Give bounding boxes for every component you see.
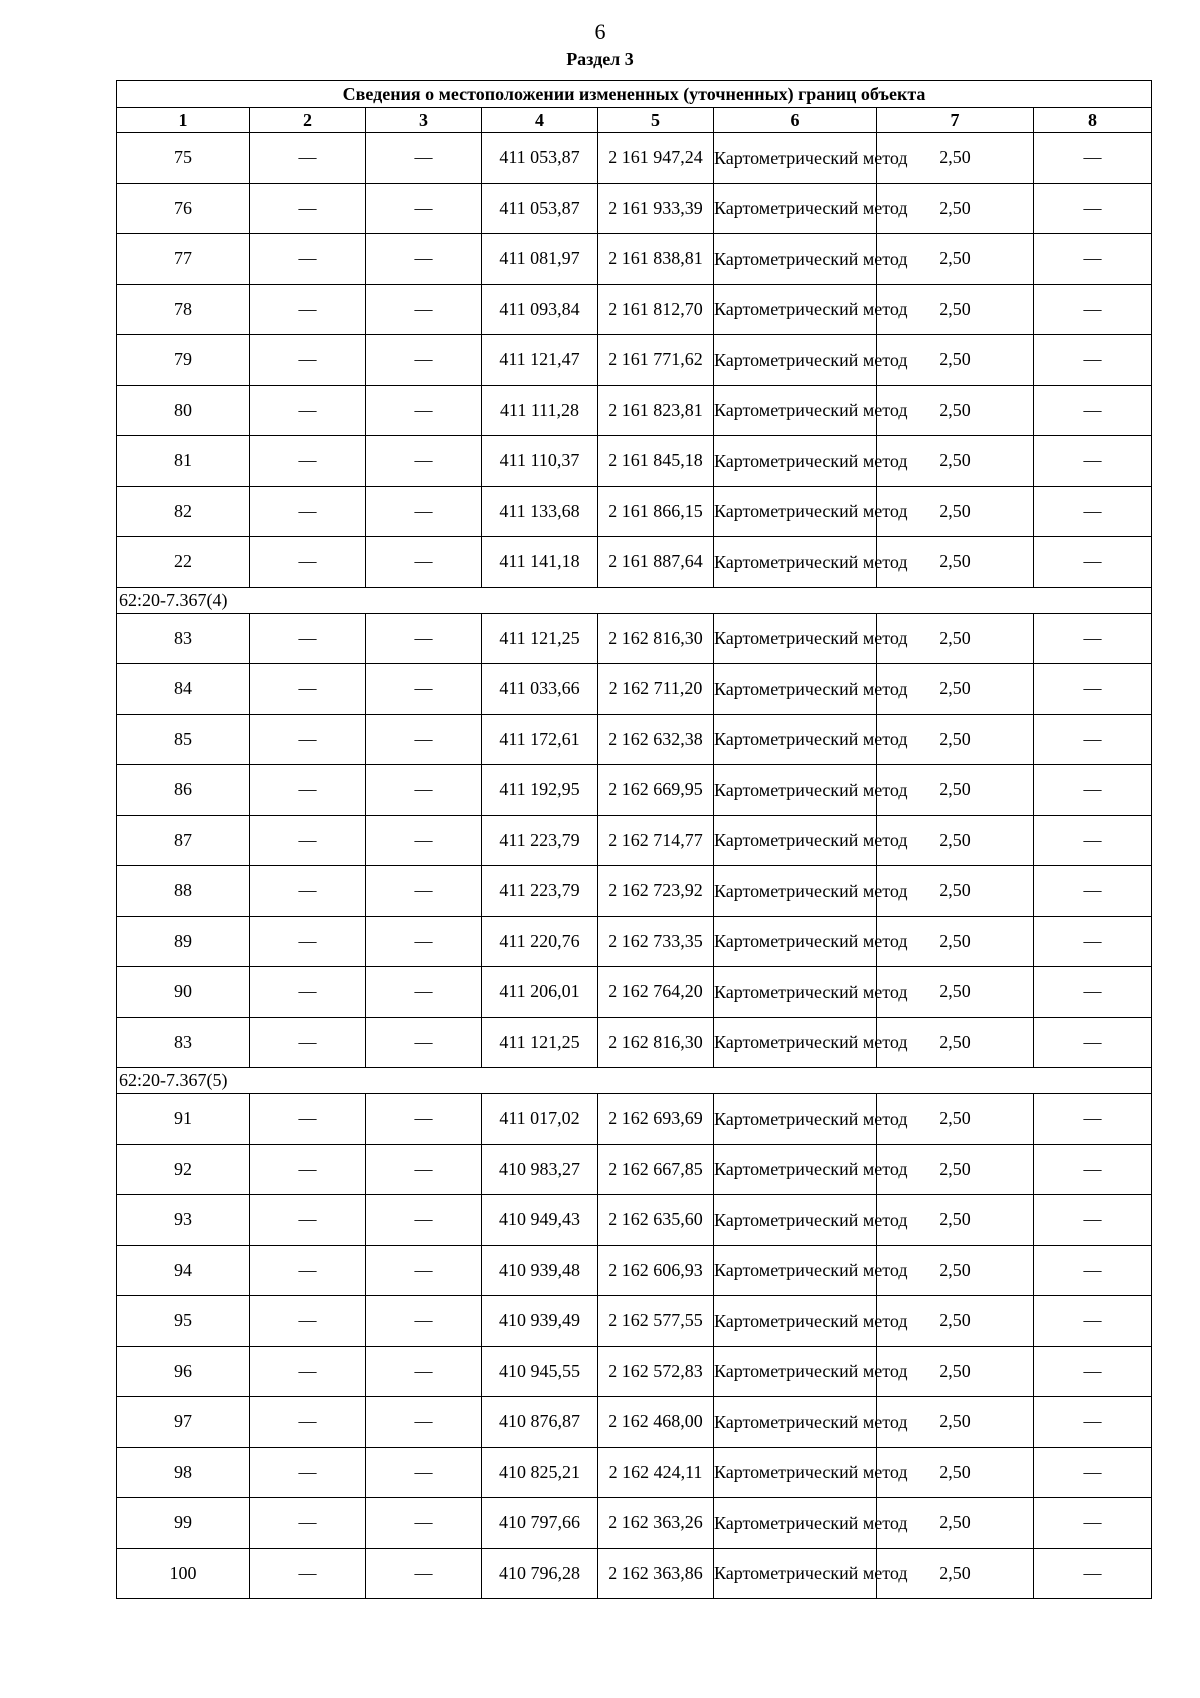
table-row	[117, 1017, 1152, 1068]
cell-col-5: 2 161 947,24	[598, 133, 714, 184]
cell-col-6: Картометрический метод	[714, 664, 877, 715]
cell-col-2: —	[250, 284, 366, 335]
cell-col-4: 411 121,47	[482, 335, 598, 386]
cell-col-7: 2,50	[877, 183, 1034, 234]
cell-col-4: 410 796,28	[482, 1548, 598, 1599]
cell-col-2: —	[250, 916, 366, 967]
cell-col-2: —	[250, 183, 366, 234]
cell-col-6: Картометрический метод	[714, 1447, 877, 1498]
cell-col-3: —	[366, 1017, 482, 1068]
page-number: 6	[594, 19, 606, 44]
cell-col-5: 2 161 845,18	[598, 436, 714, 487]
cell-col-7: 2,50	[877, 335, 1034, 386]
cell-col-4: 411 053,87	[482, 133, 598, 184]
cell-col-1: 92	[117, 1144, 250, 1195]
table-row	[117, 815, 1152, 866]
cell-col-5: 2 162 669,95	[598, 765, 714, 816]
table-row	[117, 613, 1152, 664]
cell-col-1: 22	[117, 537, 250, 588]
cell-col-6: Картометрический метод	[714, 234, 877, 285]
cell-col-6: Картометрический метод	[714, 866, 877, 917]
cell-col-6: Картометрический метод	[714, 1017, 877, 1068]
cell-col-2: —	[250, 1094, 366, 1145]
column-number-2: 2	[250, 108, 366, 133]
cell-col-1: 98	[117, 1447, 250, 1498]
cell-col-2: —	[250, 1346, 366, 1397]
cell-col-7: 2,50	[877, 284, 1034, 335]
cell-col-8: —	[1034, 385, 1152, 436]
cell-col-3: —	[366, 1094, 482, 1145]
cell-col-1: 80	[117, 385, 250, 436]
cell-col-6: Картометрический метод	[714, 815, 877, 866]
cell-col-8: —	[1034, 916, 1152, 967]
cell-col-4: 411 172,61	[482, 714, 598, 765]
cell-col-4: 411 111,28	[482, 385, 598, 436]
cell-col-6: Картометрический метод	[714, 486, 877, 537]
cell-col-8: —	[1034, 1245, 1152, 1296]
cell-col-6: Картометрический метод	[714, 916, 877, 967]
cell-col-7: 2,50	[877, 1447, 1034, 1498]
cell-col-7: 2,50	[877, 967, 1034, 1018]
table-row	[117, 1346, 1152, 1397]
cell-col-7: 2,50	[877, 385, 1034, 436]
cell-col-2: —	[250, 967, 366, 1018]
cell-col-1: 86	[117, 765, 250, 816]
table-row	[117, 436, 1152, 487]
cell-col-6: Картометрический метод	[714, 1245, 877, 1296]
cell-col-7: 2,50	[877, 613, 1034, 664]
cell-col-5: 2 162 606,93	[598, 1245, 714, 1296]
cell-col-1: 85	[117, 714, 250, 765]
table-row	[117, 183, 1152, 234]
cell-col-1: 76	[117, 183, 250, 234]
cell-col-4: 411 192,95	[482, 765, 598, 816]
cell-col-2: —	[250, 436, 366, 487]
cell-col-7: 2,50	[877, 916, 1034, 967]
cell-col-3: —	[366, 1397, 482, 1448]
cell-col-5: 2 162 816,30	[598, 613, 714, 664]
cell-col-6: Картометрический метод	[714, 436, 877, 487]
cell-col-5: 2 162 363,86	[598, 1548, 714, 1599]
cell-col-3: —	[366, 284, 482, 335]
cell-col-4: 411 223,79	[482, 815, 598, 866]
cell-col-1: 90	[117, 967, 250, 1018]
cell-col-8: —	[1034, 335, 1152, 386]
cell-col-2: —	[250, 866, 366, 917]
cell-col-2: —	[250, 1195, 366, 1246]
cell-col-7: 2,50	[877, 234, 1034, 285]
table-row	[117, 765, 1152, 816]
cell-col-7: 2,50	[877, 1397, 1034, 1448]
cell-col-7: 2,50	[877, 815, 1034, 866]
table-body	[117, 133, 1152, 1599]
cell-col-2: —	[250, 1296, 366, 1347]
cell-col-3: —	[366, 613, 482, 664]
cell-col-8: —	[1034, 664, 1152, 715]
cell-col-5: 2 161 812,70	[598, 284, 714, 335]
cell-col-5: 2 162 693,69	[598, 1094, 714, 1145]
cell-col-3: —	[366, 714, 482, 765]
cell-col-2: —	[250, 714, 366, 765]
column-number-6: 6	[714, 108, 877, 133]
cell-col-3: —	[366, 1245, 482, 1296]
cell-col-4: 411 223,79	[482, 866, 598, 917]
table-row	[117, 1245, 1152, 1296]
cell-col-4: 410 939,48	[482, 1245, 598, 1296]
table-row	[117, 284, 1152, 335]
table-row	[117, 1397, 1152, 1448]
cell-col-8: —	[1034, 284, 1152, 335]
cell-col-7: 2,50	[877, 1498, 1034, 1549]
cell-col-1: 78	[117, 284, 250, 335]
cell-col-8: —	[1034, 1017, 1152, 1068]
cell-col-8: —	[1034, 765, 1152, 816]
cell-col-4: 411 053,87	[482, 183, 598, 234]
cell-col-6: Картометрический метод	[714, 613, 877, 664]
table-row	[117, 486, 1152, 537]
column-number-7: 7	[877, 108, 1034, 133]
table-row	[117, 234, 1152, 285]
cell-col-4: 411 017,02	[482, 1094, 598, 1145]
cell-col-1: 99	[117, 1498, 250, 1549]
cell-col-7: 2,50	[877, 1296, 1034, 1347]
cell-col-2: —	[250, 486, 366, 537]
cell-col-5: 2 161 887,64	[598, 537, 714, 588]
cell-col-4: 411 033,66	[482, 664, 598, 715]
cell-col-3: —	[366, 1498, 482, 1549]
cell-col-7: 2,50	[877, 486, 1034, 537]
cell-col-5: 2 162 572,83	[598, 1346, 714, 1397]
cell-col-8: —	[1034, 1498, 1152, 1549]
cell-col-3: —	[366, 1296, 482, 1347]
table-row	[117, 1144, 1152, 1195]
cell-col-2: —	[250, 385, 366, 436]
cell-col-1: 79	[117, 335, 250, 386]
cell-col-3: —	[366, 1447, 482, 1498]
cell-col-4: 411 110,37	[482, 436, 598, 487]
table-row	[117, 1195, 1152, 1246]
cell-col-4: 411 141,18	[482, 537, 598, 588]
cell-col-5: 2 161 933,39	[598, 183, 714, 234]
cell-col-8: —	[1034, 613, 1152, 664]
cell-col-7: 2,50	[877, 537, 1034, 588]
cell-col-5: 2 162 577,55	[598, 1296, 714, 1347]
cell-col-1: 83	[117, 1017, 250, 1068]
cell-col-8: —	[1034, 1296, 1152, 1347]
table-row	[117, 664, 1152, 715]
cell-col-4: 410 876,87	[482, 1397, 598, 1448]
cell-col-7: 2,50	[877, 1346, 1034, 1397]
cell-col-8: —	[1034, 1397, 1152, 1448]
cell-col-1: 95	[117, 1296, 250, 1347]
cell-col-7: 2,50	[877, 664, 1034, 715]
cell-col-8: —	[1034, 1346, 1152, 1397]
column-number-3: 3	[366, 108, 482, 133]
cell-col-8: —	[1034, 1195, 1152, 1246]
cell-col-8: —	[1034, 436, 1152, 487]
cell-col-5: 2 162 424,11	[598, 1447, 714, 1498]
cell-col-1: 91	[117, 1094, 250, 1145]
cell-col-3: —	[366, 1144, 482, 1195]
table-caption: Сведения о местоположении измененных (уточненных) границ объекта	[117, 81, 1152, 108]
cell-col-6: Картометрический метод	[714, 1346, 877, 1397]
cell-col-3: —	[366, 183, 482, 234]
cell-col-5: 2 161 823,81	[598, 385, 714, 436]
group-label: 62:20-7.367(4)	[117, 587, 1152, 613]
cell-col-6: Картометрический метод	[714, 1548, 877, 1599]
table-row	[117, 537, 1152, 588]
table-row	[117, 1548, 1152, 1599]
column-number-1: 1	[117, 108, 250, 133]
cell-col-1: 89	[117, 916, 250, 967]
cell-col-2: —	[250, 1144, 366, 1195]
cell-col-1: 100	[117, 1548, 250, 1599]
column-number-8: 8	[1034, 108, 1152, 133]
cell-col-3: —	[366, 133, 482, 184]
cell-col-2: —	[250, 613, 366, 664]
cell-col-1: 93	[117, 1195, 250, 1246]
cell-col-8: —	[1034, 234, 1152, 285]
cell-col-4: 410 825,21	[482, 1447, 598, 1498]
column-number-5: 5	[598, 108, 714, 133]
cell-col-6: Картометрический метод	[714, 385, 877, 436]
cell-col-7: 2,50	[877, 436, 1034, 487]
cell-col-3: —	[366, 335, 482, 386]
cell-col-5: 2 161 771,62	[598, 335, 714, 386]
boundary-table	[116, 80, 1152, 1599]
cell-col-6: Картометрический метод	[714, 1296, 877, 1347]
cell-col-7: 2,50	[877, 1017, 1034, 1068]
cell-col-7: 2,50	[877, 714, 1034, 765]
table-row	[117, 1296, 1152, 1347]
cell-col-3: —	[366, 436, 482, 487]
cell-col-2: —	[250, 1397, 366, 1448]
group-header-row	[117, 1068, 1152, 1094]
cell-col-5: 2 162 816,30	[598, 1017, 714, 1068]
cell-col-4: 410 983,27	[482, 1144, 598, 1195]
cell-col-2: —	[250, 815, 366, 866]
cell-col-8: —	[1034, 1094, 1152, 1145]
table-row	[117, 916, 1152, 967]
cell-col-8: —	[1034, 815, 1152, 866]
cell-col-6: Картометрический метод	[714, 1195, 877, 1246]
cell-col-4: 411 121,25	[482, 613, 598, 664]
cell-col-2: —	[250, 1447, 366, 1498]
cell-col-6: Картометрический метод	[714, 714, 877, 765]
cell-col-2: —	[250, 1245, 366, 1296]
cell-col-4: 410 797,66	[482, 1498, 598, 1549]
cell-col-3: —	[366, 815, 482, 866]
cell-col-3: —	[366, 866, 482, 917]
cell-col-7: 2,50	[877, 765, 1034, 816]
cell-col-8: —	[1034, 714, 1152, 765]
cell-col-3: —	[366, 967, 482, 1018]
group-header-row	[117, 587, 1152, 613]
cell-col-5: 2 162 764,20	[598, 967, 714, 1018]
cell-col-3: —	[366, 1195, 482, 1246]
cell-col-8: —	[1034, 537, 1152, 588]
cell-col-6: Картометрический метод	[714, 335, 877, 386]
table-row	[117, 967, 1152, 1018]
column-number-4: 4	[482, 108, 598, 133]
cell-col-1: 81	[117, 436, 250, 487]
cell-col-1: 88	[117, 866, 250, 917]
cell-col-8: —	[1034, 866, 1152, 917]
table-row	[117, 1498, 1152, 1549]
cell-col-5: 2 162 723,92	[598, 866, 714, 917]
cell-col-2: —	[250, 765, 366, 816]
cell-col-3: —	[366, 765, 482, 816]
cell-col-6: Картометрический метод	[714, 1094, 877, 1145]
cell-col-3: —	[366, 1548, 482, 1599]
cell-col-8: —	[1034, 1144, 1152, 1195]
table-row	[117, 1094, 1152, 1145]
group-label: 62:20-7.367(5)	[117, 1068, 1152, 1094]
cell-col-8: —	[1034, 1548, 1152, 1599]
cell-col-1: 87	[117, 815, 250, 866]
cell-col-4: 410 949,43	[482, 1195, 598, 1246]
cell-col-5: 2 162 468,00	[598, 1397, 714, 1448]
cell-col-5: 2 162 363,26	[598, 1498, 714, 1549]
cell-col-5: 2 162 635,60	[598, 1195, 714, 1246]
cell-col-3: —	[366, 537, 482, 588]
cell-col-5: 2 161 866,15	[598, 486, 714, 537]
cell-col-1: 77	[117, 234, 250, 285]
cell-col-2: —	[250, 335, 366, 386]
cell-col-4: 411 133,68	[482, 486, 598, 537]
cell-col-1: 96	[117, 1346, 250, 1397]
table-row	[117, 1447, 1152, 1498]
cell-col-7: 2,50	[877, 1245, 1034, 1296]
cell-col-4: 411 206,01	[482, 967, 598, 1018]
cell-col-7: 2,50	[877, 866, 1034, 917]
cell-col-1: 97	[117, 1397, 250, 1448]
cell-col-3: —	[366, 234, 482, 285]
cell-col-4: 411 220,76	[482, 916, 598, 967]
cell-col-2: —	[250, 234, 366, 285]
table-row	[117, 714, 1152, 765]
table-row	[117, 385, 1152, 436]
cell-col-4: 410 945,55	[482, 1346, 598, 1397]
cell-col-6: Картометрический метод	[714, 1397, 877, 1448]
cell-col-6: Картометрический метод	[714, 967, 877, 1018]
cell-col-4: 410 939,49	[482, 1296, 598, 1347]
cell-col-2: —	[250, 133, 366, 184]
cell-col-1: 82	[117, 486, 250, 537]
cell-col-5: 2 162 733,35	[598, 916, 714, 967]
table-row	[117, 133, 1152, 184]
cell-col-6: Картометрический метод	[714, 765, 877, 816]
cell-col-5: 2 162 667,85	[598, 1144, 714, 1195]
cell-col-5: 2 162 632,38	[598, 714, 714, 765]
cell-col-2: —	[250, 1548, 366, 1599]
cell-col-2: —	[250, 1498, 366, 1549]
cell-col-7: 2,50	[877, 133, 1034, 184]
cell-col-2: —	[250, 664, 366, 715]
cell-col-7: 2,50	[877, 1094, 1034, 1145]
cell-col-3: —	[366, 486, 482, 537]
cell-col-6: Картометрический метод	[714, 284, 877, 335]
cell-col-3: —	[366, 385, 482, 436]
cell-col-8: —	[1034, 1447, 1152, 1498]
cell-col-3: —	[366, 664, 482, 715]
cell-col-8: —	[1034, 486, 1152, 537]
cell-col-1: 75	[117, 133, 250, 184]
cell-col-5: 2 162 711,20	[598, 664, 714, 715]
cell-col-6: Картометрический метод	[714, 1498, 877, 1549]
cell-col-7: 2,50	[877, 1144, 1034, 1195]
cell-col-7: 2,50	[877, 1548, 1034, 1599]
cell-col-4: 411 081,97	[482, 234, 598, 285]
cell-col-6: Картометрический метод	[714, 537, 877, 588]
cell-col-3: —	[366, 916, 482, 967]
cell-col-4: 411 121,25	[482, 1017, 598, 1068]
column-number-row	[117, 108, 1152, 133]
cell-col-8: —	[1034, 133, 1152, 184]
cell-col-8: —	[1034, 967, 1152, 1018]
cell-col-2: —	[250, 537, 366, 588]
table-row	[117, 335, 1152, 386]
table-row	[117, 866, 1152, 917]
cell-col-7: 2,50	[877, 1195, 1034, 1246]
cell-col-2: —	[250, 1017, 366, 1068]
cell-col-4: 411 093,84	[482, 284, 598, 335]
cell-col-6: Картометрический метод	[714, 133, 877, 184]
cell-col-6: Картометрический метод	[714, 1144, 877, 1195]
cell-col-5: 2 162 714,77	[598, 815, 714, 866]
table-caption-row	[117, 81, 1152, 108]
cell-col-1: 94	[117, 1245, 250, 1296]
section-title: Раздел 3	[566, 49, 634, 69]
cell-col-5: 2 161 838,81	[598, 234, 714, 285]
cell-col-1: 83	[117, 613, 250, 664]
cell-col-1: 84	[117, 664, 250, 715]
cell-col-6: Картометрический метод	[714, 183, 877, 234]
cell-col-3: —	[366, 1346, 482, 1397]
cell-col-8: —	[1034, 183, 1152, 234]
